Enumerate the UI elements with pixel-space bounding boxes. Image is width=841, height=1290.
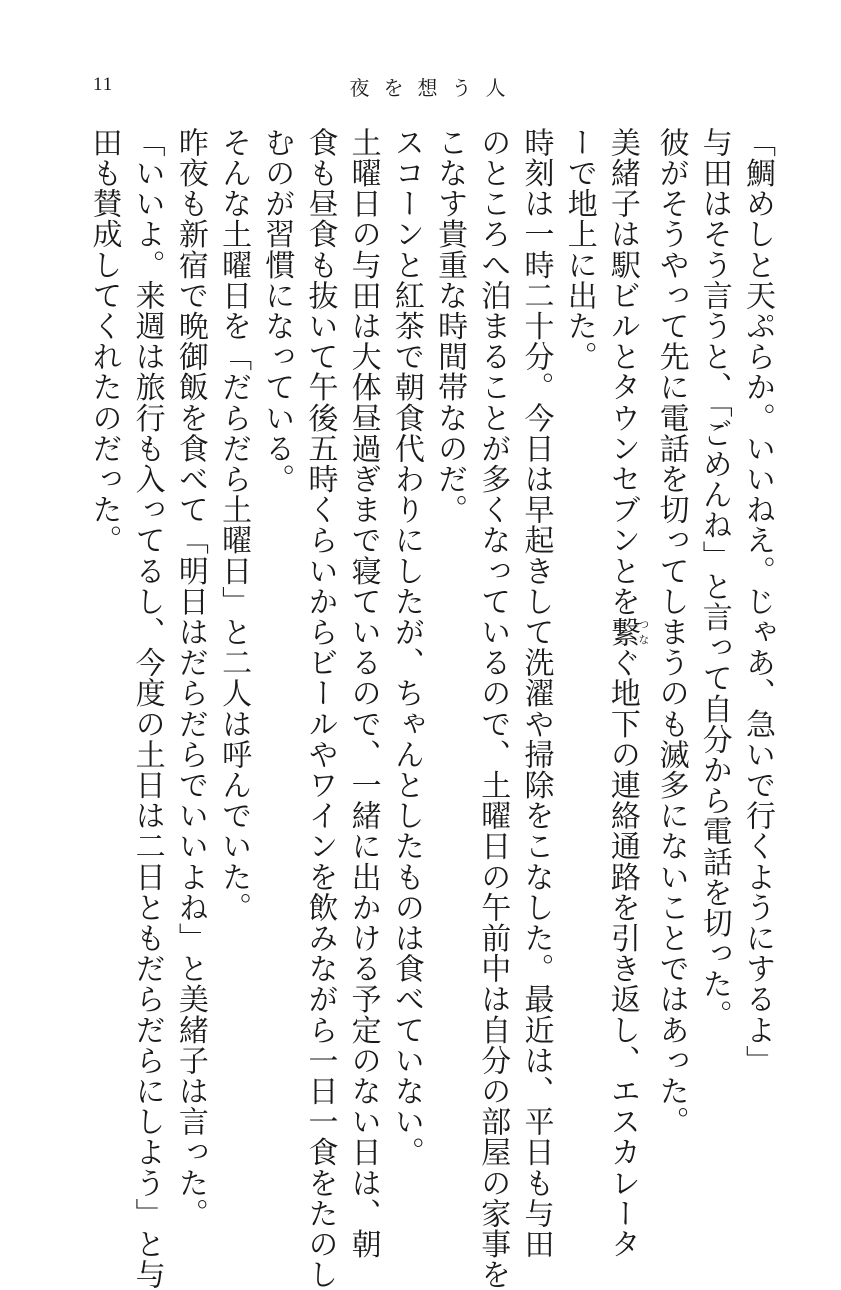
text-column: 与田はそう言うと、「ごめんね」と言って自分から電話を切った。 [696, 127, 732, 1030]
text-column: こなす貴重な時間帯なのだ。 [432, 127, 468, 525]
text-column: スコーンと紅茶で朝食代わりにしたが、ちゃんとしたものは食べていない。 [388, 127, 424, 1168]
page-number: 11 [93, 74, 114, 95]
text-column: 食も昼食も抜いて午後五時くらいからビールやワインを飲みながら一日一食をたのし [302, 127, 338, 1290]
text-column: 「いいよ。来週は旅行も入ってるし、今度の土日は二日ともだらだらにしよう」と与 [129, 127, 165, 1290]
text-column: 彼がそうやって先に電話を切ってしまうのも滅多にないことではあった。 [653, 127, 689, 1137]
text-column: 昨夜も新宿で晩御飯を食べて「明日はだらだらでいいよね」と美緒子は言った。 [172, 127, 208, 1229]
text-column: むのが習慣になっている。 [259, 127, 295, 495]
furigana-base: 繋 [604, 616, 640, 648]
text-column: のところへ泊まることが多くなっているので、土曜日の午前中は自分の部屋の家事を [475, 127, 511, 1290]
text-column: 田も賛成してくれたのだった。 [86, 127, 122, 556]
text-column: 時刻は一時二十分。今日は早起きして洗濯や掃除をこなした。最近は、平日も与田 [518, 127, 554, 1260]
text-column: 「鯛めしと天ぷらか。いいねえ。じゃあ、急いで行くようにするよ」 [740, 127, 775, 1076]
furigana-ruby [604, 616, 650, 648]
text-column: 土曜日の与田は大体昼過ぎまで寝ているので、一緒に出かける予定のない日は、朝 [345, 127, 381, 1260]
furigana-reading: つな [636, 616, 650, 648]
running-title: 夜を想う人 [349, 76, 520, 100]
text-column: ーで地上に出た。 [561, 127, 597, 372]
body-text [82, 127, 779, 1290]
text-column: 美緒子は駅ビルとタウンセブンとを繋つなぐ地下の連絡通路を引き返し、エスカレータ [604, 127, 650, 1260]
text-column: そんな土曜日を「だらだら土曜日」と二人は呼んでいた。 [216, 127, 252, 923]
